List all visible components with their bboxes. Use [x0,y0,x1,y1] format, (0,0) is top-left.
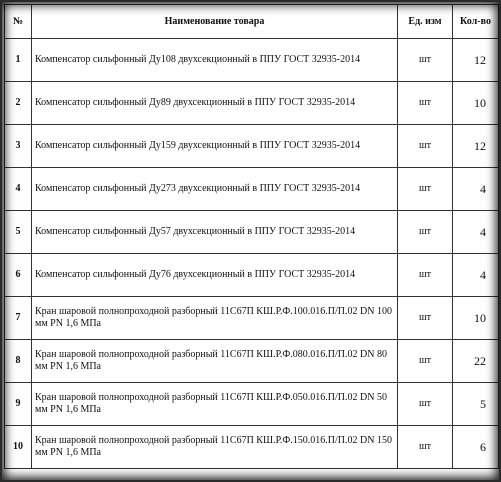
product-name: Компенсатор сильфонный Ду273 двухсекционный в ППУ ГОСТ 32935-2014 [32,168,398,211]
table-header [5,5,499,39]
table-row [5,297,499,340]
header-number: № [5,5,32,39]
row-number: 6 [5,254,32,297]
row-number: 3 [5,125,32,168]
table-body [5,39,499,469]
row-number: 5 [5,211,32,254]
product-name: Кран шаровой полнопроходной разборный 11С67П КШ.Р.Ф.050.016.П/П.02 DN 50 мм PN 1,6 МПа [32,383,398,426]
table-row [5,340,499,383]
quantity-cell: 22 [453,340,499,383]
unit-cell: шт [398,426,453,469]
header-product-name: Наименование товара [32,5,398,39]
table-row [5,383,499,426]
row-number: 1 [5,39,32,82]
table-row [5,168,499,211]
row-number: 9 [5,383,32,426]
quantity-cell: 4 [453,254,499,297]
header-quantity: Кол-во [453,5,499,39]
quantity-cell: 10 [453,82,499,125]
quantity-cell: 12 [453,125,499,168]
product-name: Компенсатор сильфонный Ду89 двухсекционный в ППУ ГОСТ 32935-2014 [32,82,398,125]
table-row [5,426,499,469]
unit-cell: шт [398,340,453,383]
header-unit: Ед. изм [398,5,453,39]
row-number: 7 [5,297,32,340]
product-name: Компенсатор сильфонный Ду159 двухсекционный в ППУ ГОСТ 32935-2014 [32,125,398,168]
row-number: 2 [5,82,32,125]
product-name: Компенсатор сильфонный Ду57 двухсекционный в ППУ ГОСТ 32935-2014 [32,211,398,254]
table-row [5,211,499,254]
quantity-cell: 6 [453,426,499,469]
unit-cell: шт [398,168,453,211]
unit-cell: шт [398,254,453,297]
quantity-cell: 5 [453,383,499,426]
product-name: Кран шаровой полнопроходной разборный 11С67П КШ.Р.Ф.080.016.П/П.02 DN 80 мм PN 1,6 МПа [32,340,398,383]
table-row [5,39,499,82]
quantity-cell: 12 [453,39,499,82]
table-row [5,125,499,168]
row-number: 8 [5,340,32,383]
row-number: 10 [5,426,32,469]
table-row [5,82,499,125]
header-row [5,5,499,39]
table-row [5,254,499,297]
unit-cell: шт [398,297,453,340]
product-name: Кран шаровой полнопроходной разборный 11С67П КШ.Р.Ф.150.016.П/П.02 DN 150 мм PN 1,6 МПа [32,426,398,469]
unit-cell: шт [398,39,453,82]
unit-cell: шт [398,211,453,254]
product-name: Компенсатор сильфонный Ду108 двухсекционный в ППУ ГОСТ 32935-2014 [32,39,398,82]
product-name: Компенсатор сильфонный Ду76 двухсекционный в ППУ ГОСТ 32935-2014 [32,254,398,297]
unit-cell: шт [398,383,453,426]
row-number: 4 [5,168,32,211]
unit-cell: шт [398,125,453,168]
unit-cell: шт [398,82,453,125]
items-table [4,4,499,469]
quantity-cell: 4 [453,211,499,254]
quantity-cell: 4 [453,168,499,211]
quantity-cell: 10 [453,297,499,340]
product-name: Кран шаровой полнопроходной разборный 11С67П КШ.Р.Ф.100.016.П/П.02 DN 100 мм PN 1,6 МПа [32,297,398,340]
